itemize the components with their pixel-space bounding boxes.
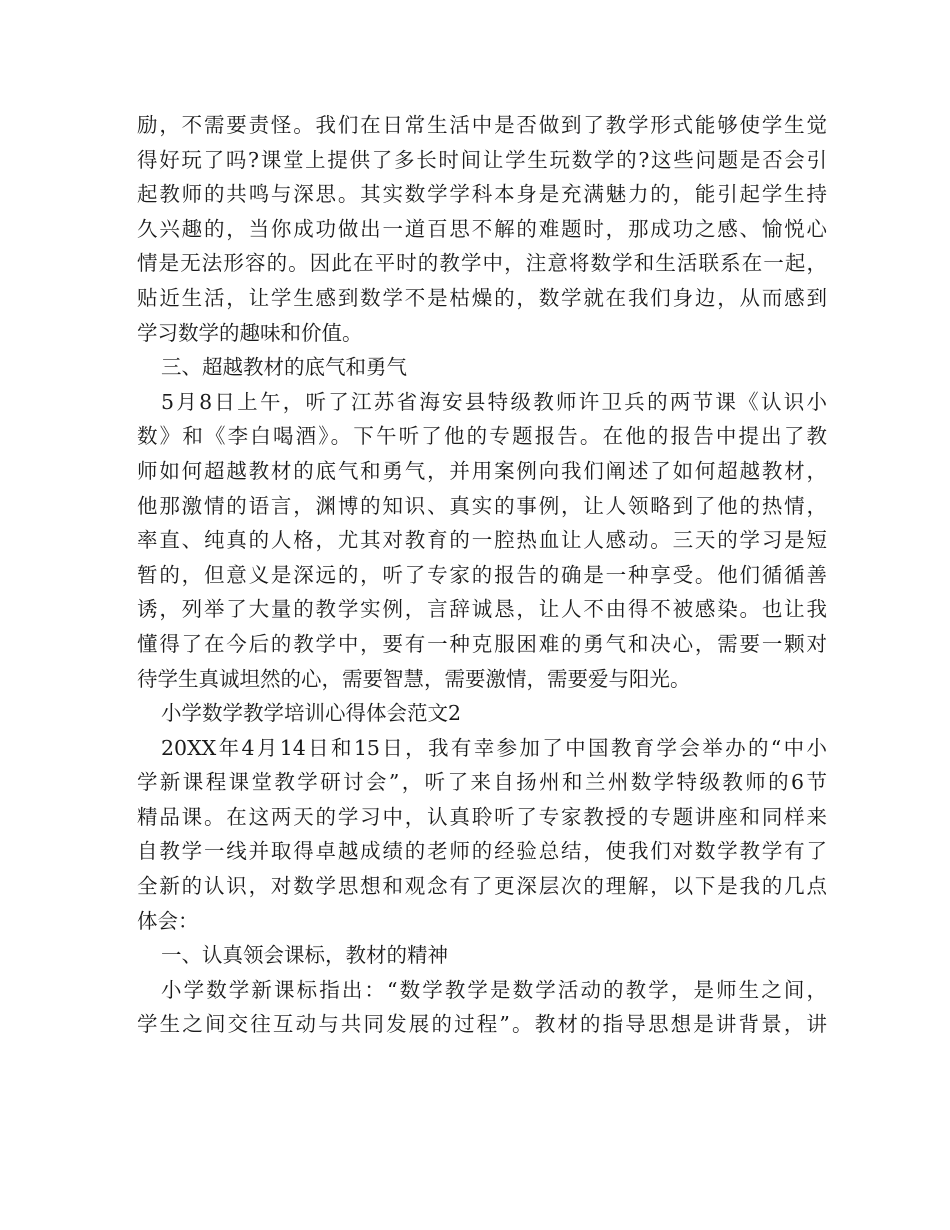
text-line: 率直、纯真的人格，尤其对教育的一腔热血让人感动。三天的学习是短: [137, 528, 827, 553]
text-line: 数》和《李白喝酒》。下午听了他的专题报告。在他的报告中提出了教: [137, 424, 827, 449]
text-line: 励，不需要责怪。我们在日常生活中是否做到了教学形式能够使学生觉: [137, 113, 827, 137]
text-line: 学新课程课堂教学研讨会”，听了来自扬州和兰州数学特级教师的6节: [137, 770, 827, 795]
text-line: 起教师的共鸣与深思。其实数学学科本身是充满魅力的，能引起学生持: [137, 182, 827, 207]
text-line: 懂得了在今后的教学中，要有一种克服困难的勇气和决心，需要一颗对: [137, 631, 827, 656]
text-line: 学生之间交往互动与共同发展的过程”。教材的指导思想是讲背景，讲: [137, 1012, 827, 1037]
text-line: 小学数学新课标指出：“数学教学是数学活动的教学，是师生之间，: [161, 977, 827, 1002]
text-line: 体会：: [137, 908, 199, 933]
text-line: 贴近生活，让学生感到数学不是枯燥的，数学就在我们身边，从而感到: [137, 285, 827, 310]
text-line: 暂的，但意义是深远的，听了专家的报告的确是一种享受。他们循循善: [137, 562, 827, 587]
document-body: [137, 108, 827, 1042]
text-line: 三、超越教材的底气和勇气: [161, 355, 407, 380]
text-line: 待学生真诚坦然的心，需要智慧，需要激情，需要爱与阳光。: [137, 666, 691, 691]
text-line: 一、认真领会课标，教材的精神: [161, 943, 448, 968]
text-line: 情是无法形容的。因此在平时的教学中，注意将数学和生活联系在一起，: [137, 251, 827, 276]
text-line: 5月8日上午，听了江苏省海安县特级教师许卫兵的两节课《认识小: [161, 389, 827, 414]
text-line: 小学数学教学培训心得体会范文2: [161, 701, 462, 726]
text-line: 学习数学的趣味和价值。: [137, 320, 363, 345]
text-line: 全新的认识，对数学思想和观念有了更深层次的理解，以下是我的几点: [137, 874, 827, 899]
text-line: 精品课。在这两天的学习中，认真聆听了专家教授的专题讲座和同样来: [137, 804, 827, 829]
text-line: 他那激情的语言，渊博的知识、真实的事例，让人领略到了他的热情，: [137, 493, 827, 518]
text-line: 自教学一线并取得卓越成绩的老师的经验总结，使我们对数学教学有了: [137, 839, 827, 864]
text-line: 得好玩了吗?课堂上提供了多长时间让学生玩数学的?这些问题是否会引: [137, 147, 827, 172]
text-line: 师如何超越教材的底气和勇气，并用案例向我们阐述了如何超越教材，: [137, 458, 827, 483]
text-line: 诱，列举了大量的教学实例，言辞诚恳，让人不由得不被感染。也让我: [137, 597, 827, 622]
text-line: 久兴趣的，当你成功做出一道百思不解的难题时，那成功之感、愉悦心: [137, 216, 827, 241]
text-line: 20XX年4月14日和15日，我有幸参加了中国教育学会举办的“中小: [161, 735, 827, 760]
